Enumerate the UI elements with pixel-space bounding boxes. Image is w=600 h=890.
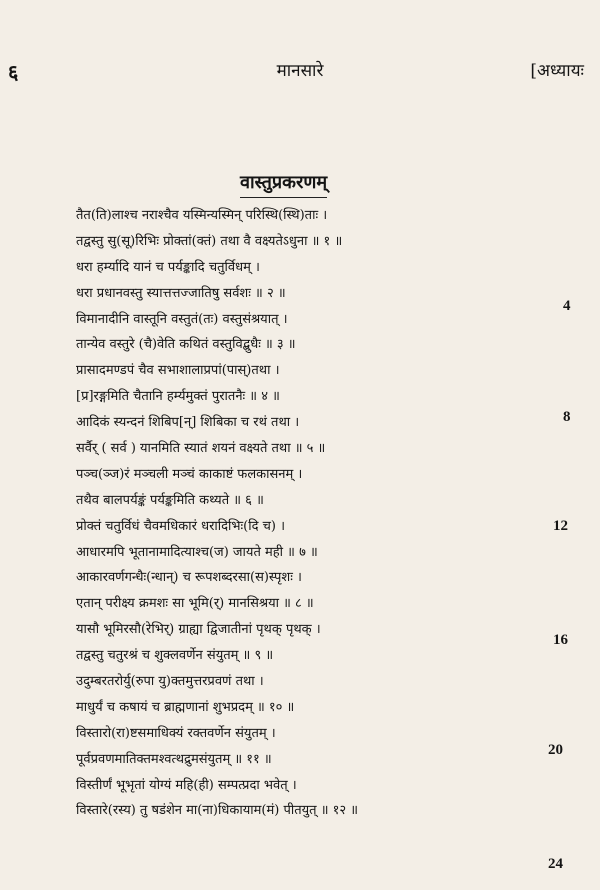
margin-line-number: 8 xyxy=(563,409,571,425)
verse-line: एतान् परीक्ष्य क्रमशः सा भूमि(र्) मानसिश्रया ॥ ८ ॥ xyxy=(76,596,314,612)
verse-line: आधारमपि भूतानामादित्याश्च(ज) जायते मही ॥ ७ ॥ xyxy=(76,544,318,560)
verse-line: तान्येव वस्तुरे (चै)वेति कथितं वस्तुविद्बुधैः ॥ ३ ॥ xyxy=(76,337,296,353)
verse-line: आकारवर्णगन्धैः(न्धान्) च रूपशब्दरसा(स)स्पृशः । xyxy=(76,570,302,586)
verse-line: तद्वस्तु चतुरश्रं च शुक्लवर्णेन संयुतम् ॥ ९ ॥ xyxy=(76,648,274,664)
verse-block xyxy=(76,203,516,824)
verse-line: यासौ भूमिरसौ(रेभिर्) ग्राह्या द्विजातीनां पृथक् पृथक् । xyxy=(76,622,321,638)
verse-line: सर्वैर् ( सर्व ) यानमिति स्यातं शयनं वक्ष्यते तथा ॥ ५ ॥ xyxy=(76,441,326,457)
verse-line: आदिकं स्यन्दनं शिबिप[न्] शिबिका च रथं तथा । xyxy=(76,415,300,431)
verse-line: धरा प्रधानवस्तु स्यात्तत्तज्जातिषु सर्वशः ॥ २ ॥ xyxy=(76,285,286,301)
verse-line: तद्वस्तु सु(सू)रिभिः प्रोक्तां(क्तं) तथा वै वक्ष्यतेऽधुना ॥ १ ॥ xyxy=(76,233,343,249)
verse-line: विस्तारो(रा)ष्टसमाधिक्यं रक्तवर्णेन संयुतम् । xyxy=(76,725,276,741)
page-number: ६ xyxy=(8,60,19,84)
verse-line: प्रासादमण्डपं चैव सभाशालाप्रपां(पास्)तथा । xyxy=(76,363,280,379)
margin-line-number: 12 xyxy=(553,518,568,534)
verse-line: विस्तीर्णं भूभृतां योग्यं महि(ही) सम्पत्प्रदा भवेत् । xyxy=(76,777,297,793)
verse-line: तैत(ति)लाश्च नराश्चैव यस्मिन्यस्मिन् परिस्थि(स्थि)ताः । xyxy=(76,208,328,223)
verse-line: प्रोक्तं चतुर्विधं चैवमधिकारं धरादिभिः(दि च) । xyxy=(76,518,286,534)
page-header xyxy=(0,58,600,86)
chapter-label: [अध्यायः xyxy=(530,61,584,81)
section-title: वास्तुप्रकरणम् xyxy=(240,170,327,198)
verse-line: [प्र]रङ्गमिति चैतानि हर्म्यमुक्तं पुरातनैः ॥ ४ ॥ xyxy=(76,389,280,405)
verse-line: तथैव बालपर्यङ्कं पर्यङ्कमिति कथ्यते ॥ ६ ॥ xyxy=(76,492,264,508)
verse-line: माधुर्यं च कषायं च ब्राह्मणानां शुभप्रदम् ॥ १० ॥ xyxy=(76,699,295,715)
running-title: मानसारे xyxy=(276,61,324,81)
verse-line: उदुम्बरतरोर्यु(रुपा यु)क्तमुत्तरप्रवणं तथा । xyxy=(76,674,264,690)
verse-line: विस्तारे(रस्य) तु षडंशेन मा(ना)धिकायाम(मं) पीतयुत् ॥ १२ ॥ xyxy=(76,803,359,819)
margin-line-number: 16 xyxy=(553,632,568,648)
margin-line-number: 24 xyxy=(548,856,563,872)
margin-line-number: 20 xyxy=(548,742,563,758)
verse-line: विमानादीनि वास्तूनि वस्तुतं(तः) वस्तुसंश्रयात् । xyxy=(76,311,288,327)
verse-line: धरा हर्म्यादि यानं च पर्यङ्कादि चतुर्विधम् । xyxy=(76,259,260,275)
verse-line: पञ्च(ञ्ज)रं मञ्चली मञ्चं काकाष्टं फलकासनम् । xyxy=(76,466,303,482)
verse-line: पूर्वप्रवणमातिक्तमश्वत्थद्रुमसंयुतम् ॥ ११ ॥ xyxy=(76,751,272,767)
margin-line-number: 4 xyxy=(563,298,571,314)
